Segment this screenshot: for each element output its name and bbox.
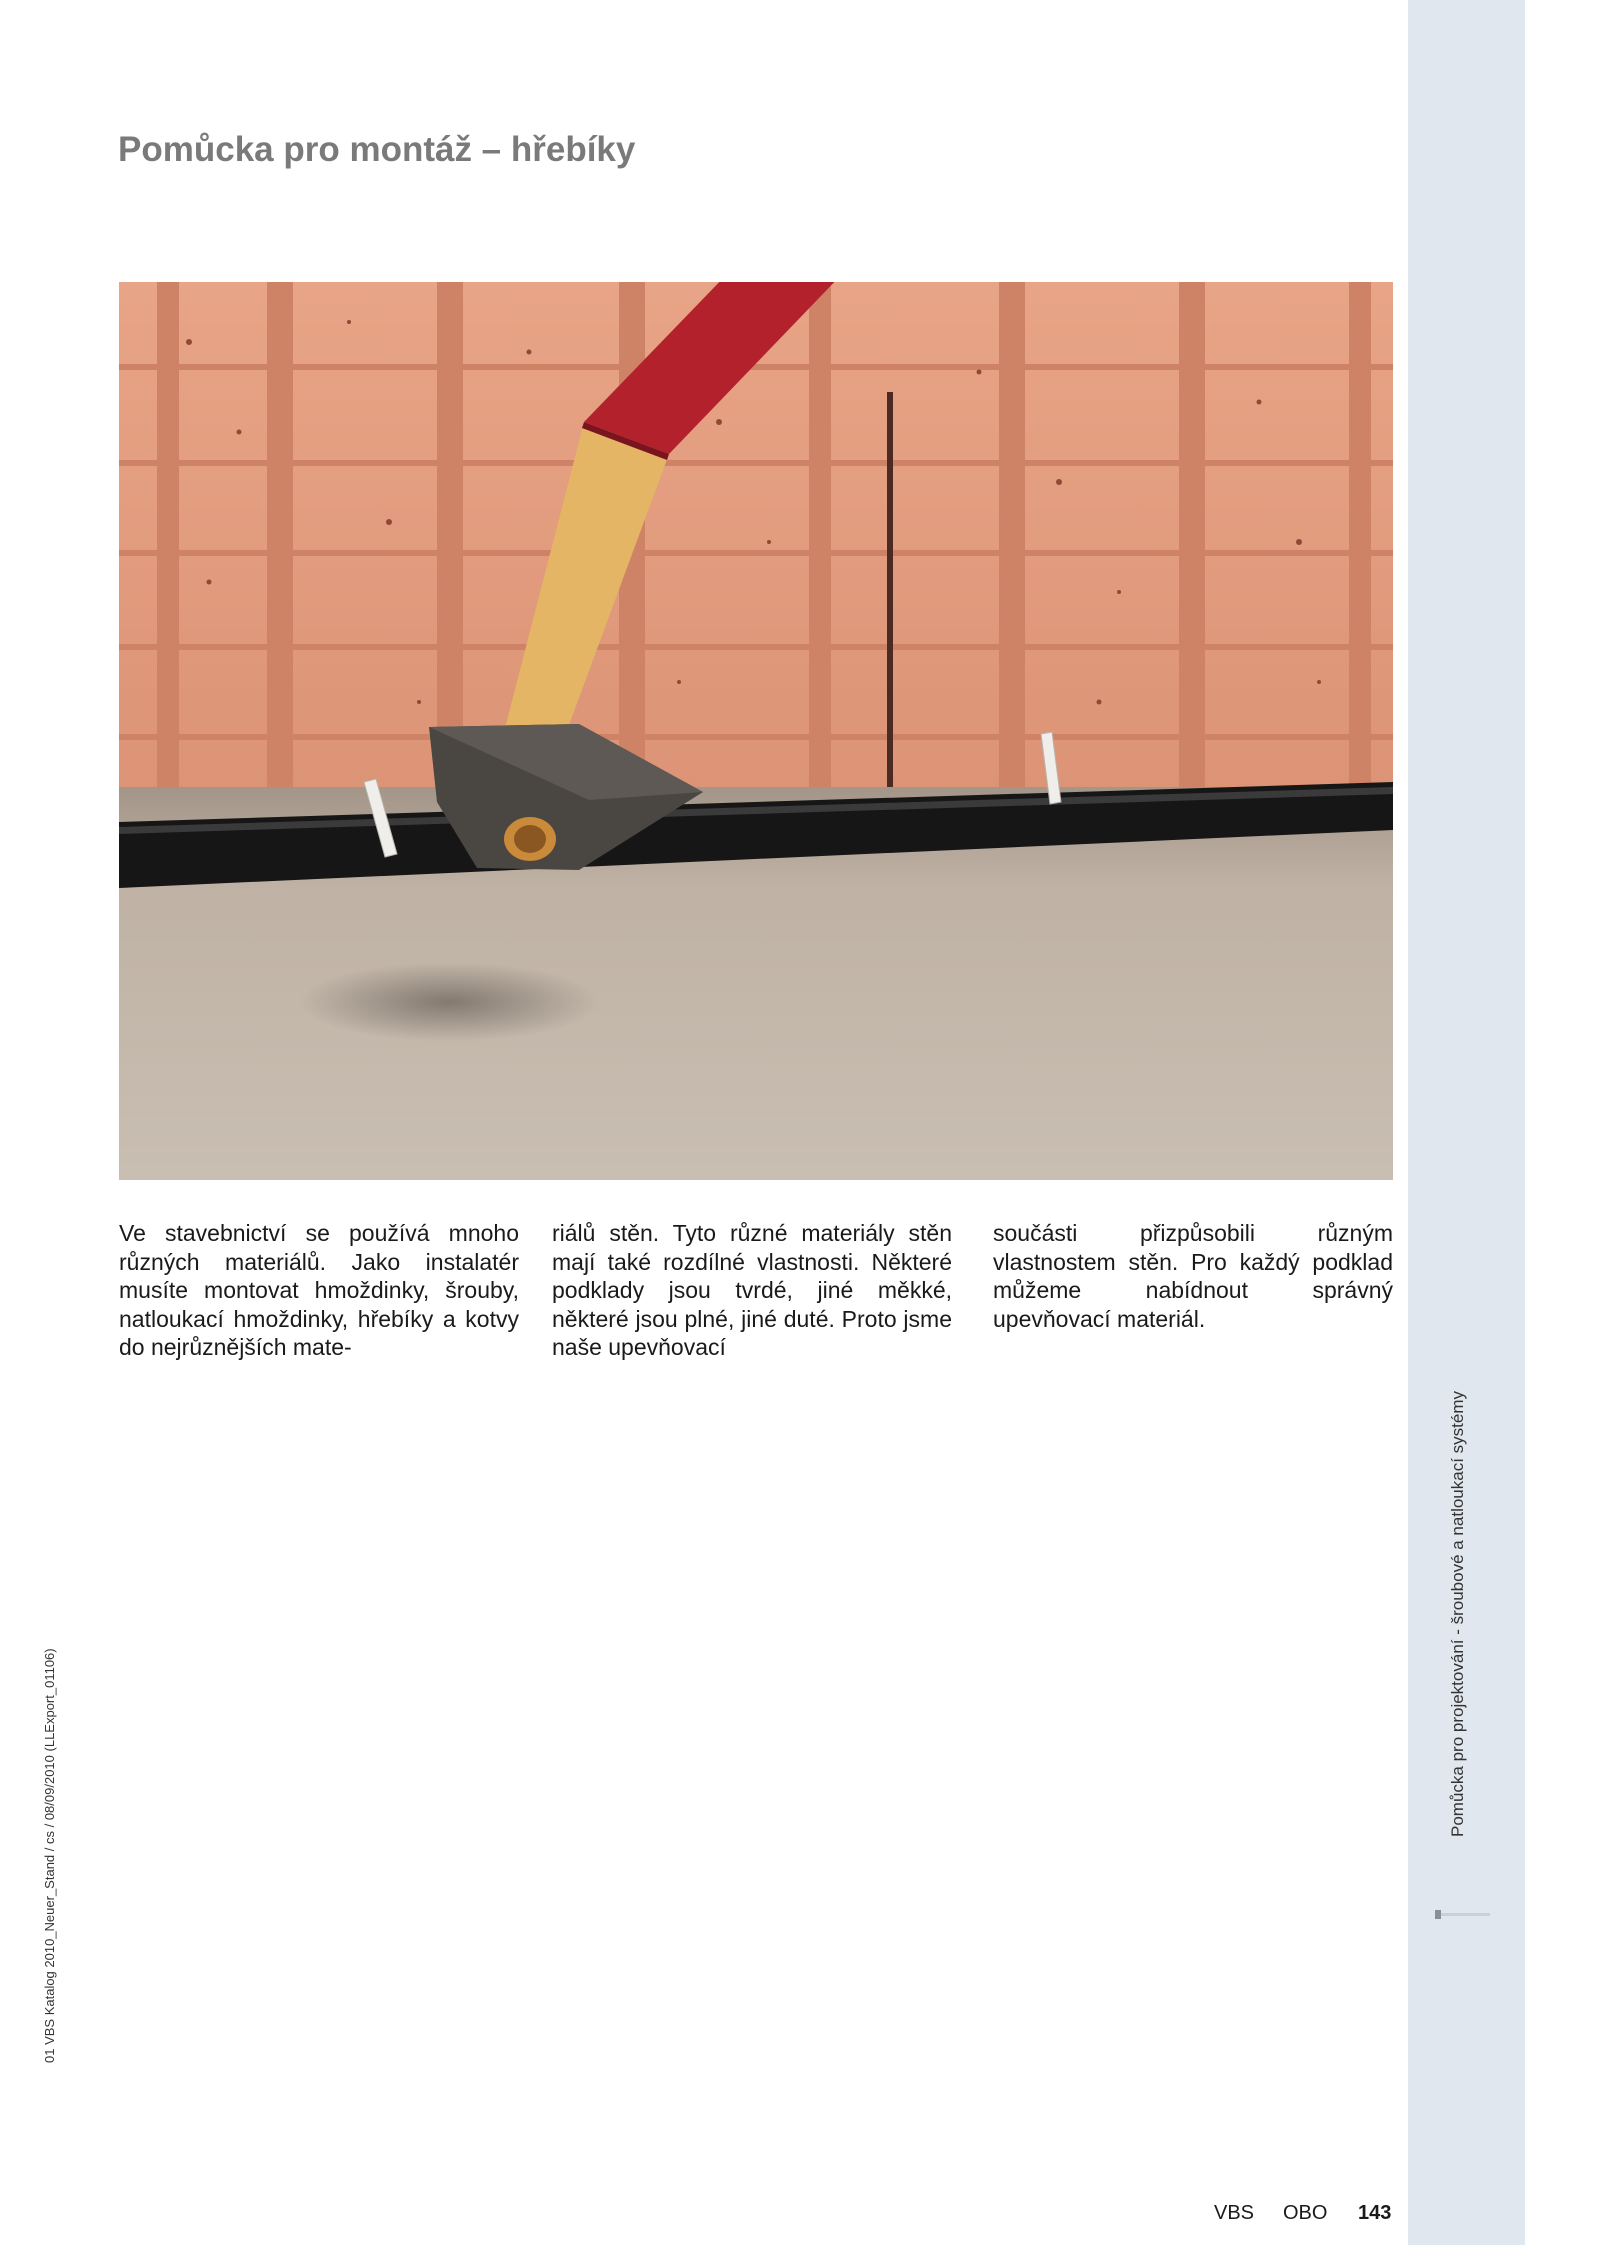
wall-crack — [887, 392, 893, 792]
body-text-column-3: součásti přizpůsobili různým vlastnostem stěn. Pro každý podklad můžeme nabídnout správný upevňovací materiál. — [993, 1220, 1393, 1332]
side-band — [1408, 0, 1525, 2245]
body-text-column-2: riálů stěn. Tyto různé materiály stěn mají také rozdílné vlastnosti. Některé podklady jsou tvrdé, jiné měkké, některé jsou plné, jiné duté. Proto jsme naše upevňovací — [552, 1220, 952, 1360]
footer-obo-label: OBO — [1283, 2202, 1328, 2224]
footer-vbs-label: VBS — [1214, 2202, 1255, 2224]
thumb-index-marker — [1435, 1913, 1490, 1916]
hammer-shadow — [299, 962, 599, 1042]
body-text-column-1: Ve stavebnictví se používá mnoho různých materiálů. Jako instalatér musíte montovat hmoždinky, šrouby, natloukací hmoždinky, hřebíky a kotvy do nejrůznějších mate- — [119, 1220, 519, 1360]
page-title: Pomůcka pro montáž – hřebíky — [118, 130, 636, 169]
section-title-vertical: Pomůcka pro projektování - šroubové a natloukací systémy — [1448, 1391, 1467, 1837]
page-number: 143 — [1358, 2202, 1392, 2224]
hammer-photo — [119, 282, 1393, 1180]
hammer-illustration — [119, 282, 1393, 1180]
print-metadata: 01 VBS Katalog 2010_Neuer_Stand / cs / 08/09/2010 (LLExport_01106) — [42, 1648, 57, 2063]
